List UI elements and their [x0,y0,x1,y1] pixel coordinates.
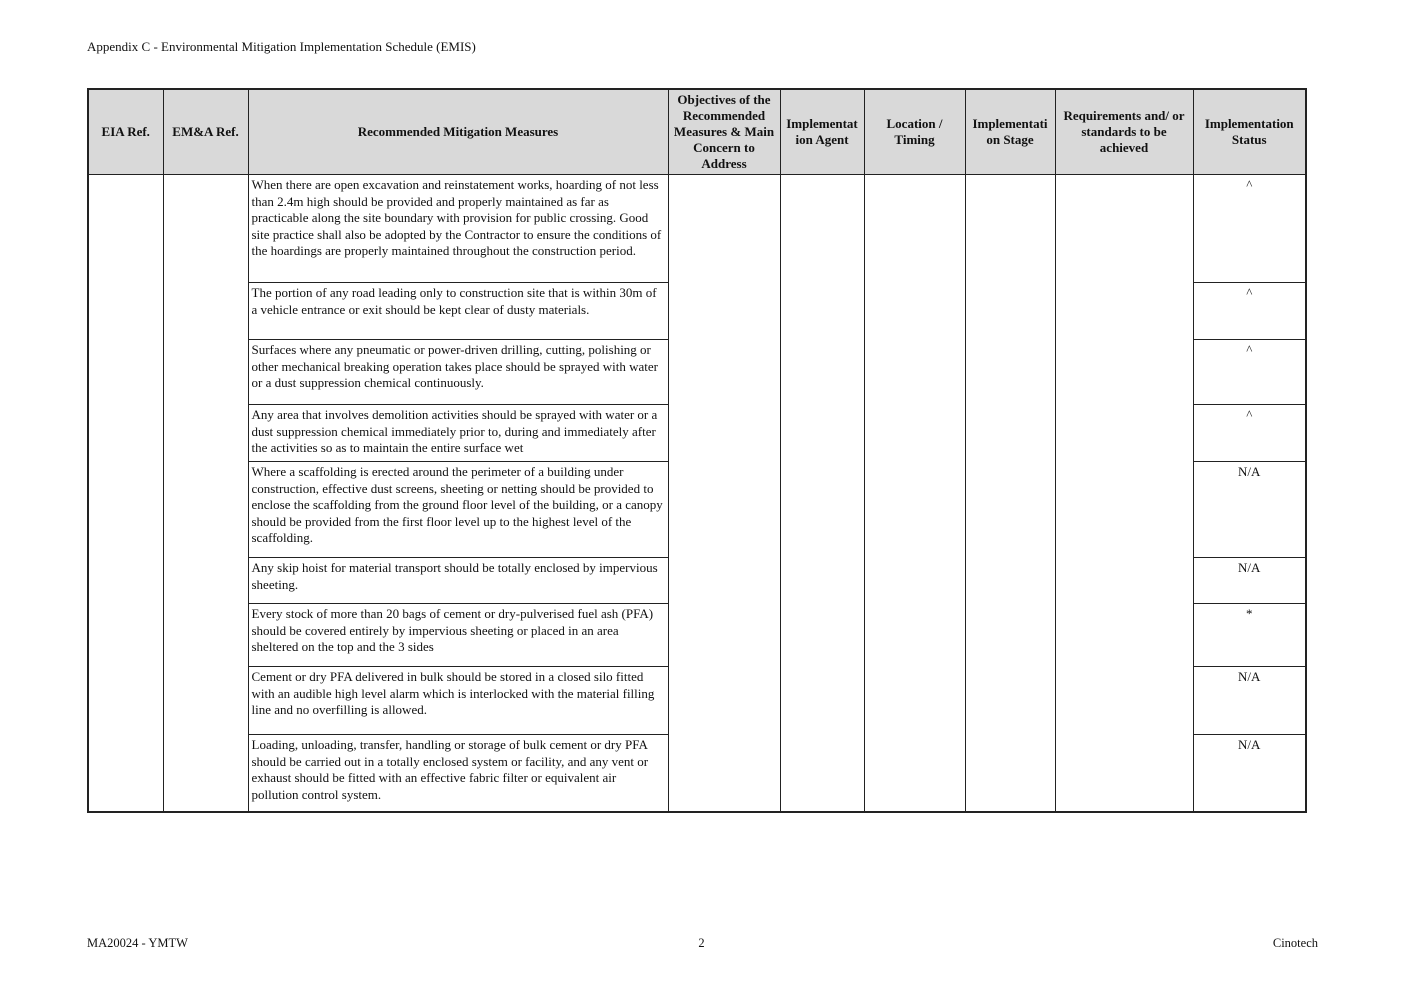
table-row [88,175,1306,283]
status-cell: ^ [1193,405,1306,462]
implementation-stage-cell [965,175,1055,812]
footer-project-code: MA20024 - YMTW [87,936,188,950]
requirements-cell [1055,175,1193,812]
status-cell: * [1193,604,1306,667]
emis-table [87,88,1307,813]
col-header-implementation-agent: Implementation Agent [780,89,864,175]
footer-page-number: 2 [698,936,705,950]
objectives-cell [668,175,780,812]
measure-cell: Every stock of more than 20 bags of cement or dry-pulverised fuel ash (PFA) should be covered entirely by impervious sheeting or placed in an area sheltered on the top and the 3 sides [248,604,668,667]
status-cell: N/A [1193,462,1306,558]
status-cell: ^ [1193,340,1306,405]
col-header-implementation-stage: Implementation Stage [965,89,1055,175]
table-header-row [88,89,1306,175]
col-header-eia-ref: EIA Ref. [88,89,163,175]
measure-cell: Loading, unloading, transfer, handling or storage of bulk cement or dry PFA should be carried out in a totally enclosed system or facility, and any vent or exhaust should be fitted with an effective fabric filter or equivalent air pollution control system. [248,735,668,812]
col-header-location-timing: Location / Timing [864,89,965,175]
implementation-agent-cell [780,175,864,812]
col-header-requirements: Requirements and/ or standards to be achieved [1055,89,1193,175]
col-header-implementation-status: Implementation Status [1193,89,1306,175]
col-header-ema-ref: EM&A Ref. [163,89,248,175]
status-cell: ^ [1193,175,1306,283]
measure-cell: Any area that involves demolition activities should be sprayed with water or a dust suppression chemical immediately prior to, during and immediately after the activities so as to maintain the entire surface wet [248,405,668,462]
col-header-objectives: Objectives of the Recommended Measures & Main Concern to Address [668,89,780,175]
location-timing-cell [864,175,965,812]
measure-cell: Any skip hoist for material transport should be totally enclosed by impervious sheeting. [248,558,668,604]
eia-ref-cell [88,175,163,812]
measure-cell: Cement or dry PFA delivered in bulk should be stored in a closed silo fitted with an audible high level alarm which is interlocked with the material filling line and no overfilling is allowed. [248,667,668,735]
ema-ref-cell [163,175,248,812]
status-cell: ^ [1193,283,1306,340]
status-cell: N/A [1193,558,1306,604]
page-title: Appendix C - Environmental Mitigation Implementation Schedule (EMIS) [87,39,476,54]
status-cell: N/A [1193,735,1306,812]
measure-cell: Where a scaffolding is erected around the perimeter of a building under construction, effective dust screens, sheeting or netting should be provided to enclose the scaffolding from the ground floor level of the building, or a canopy should be provided from the first floor level up to the highest level of the scaffolding. [248,462,668,558]
measure-cell: When there are open excavation and reinstatement works, hoarding of not less than 2.4m high should be provided and properly maintained as far as practicable along the site boundary with provision for public crossing. Good site practice shall also be adopted by the Contractor to ensure the conditions of the hoardings are properly maintained throughout the construction period. [248,175,668,283]
status-cell: N/A [1193,667,1306,735]
col-header-mitigation-measures: Recommended Mitigation Measures [248,89,668,175]
measure-cell: The portion of any road leading only to construction site that is within 30m of a vehicle entrance or exit should be kept clear of dusty materials. [248,283,668,340]
footer-company-name: Cinotech [1272,936,1318,950]
measure-cell: Surfaces where any pneumatic or power-driven drilling, cutting, polishing or other mechanical breaking operation takes place should be sprayed with water or a dust suppression chemical continuously. [248,340,668,405]
